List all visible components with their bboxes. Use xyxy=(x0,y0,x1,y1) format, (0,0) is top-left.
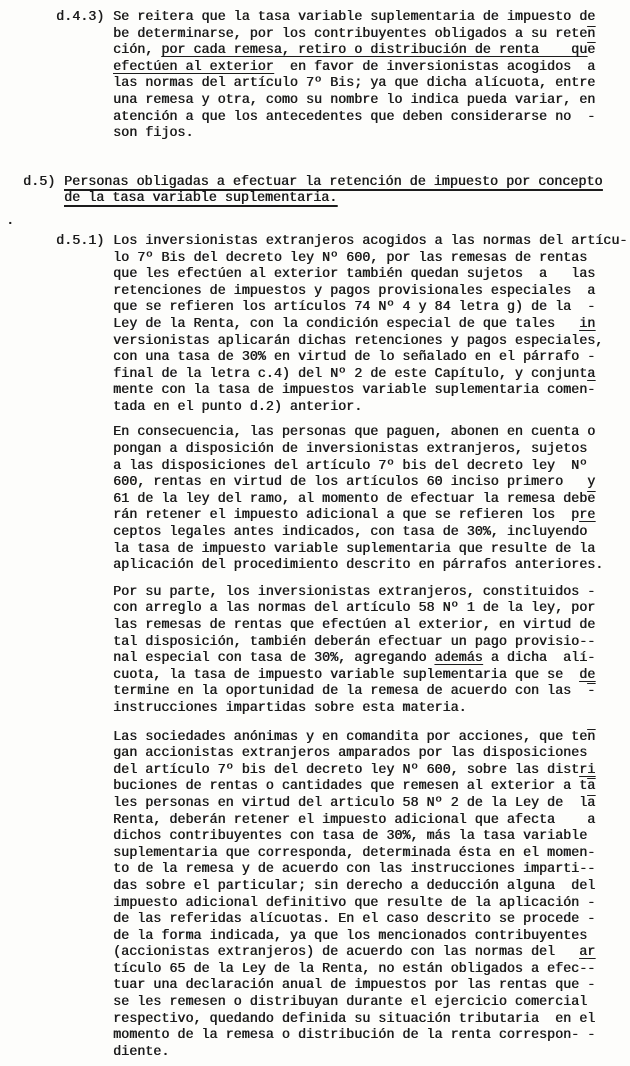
text-line: se les remesen o distribuyan durante el ejercicio comercial xyxy=(113,995,588,1011)
text-line: Se reitera que la tasa variable suplementaria de impuesto de xyxy=(113,10,596,25)
text-line: lo 7º Bis del decreto ley Nº 600, por las remesas de rentas xyxy=(113,250,588,266)
text-line: con arreglo a las normas del artículo 58 Nº 1 de la ley, por xyxy=(113,601,596,617)
text-line: cuota, la tasa de impuesto variable suplementaria que se de xyxy=(113,667,596,683)
section-d51-para1-text xyxy=(113,234,630,417)
text-line: 61 de la ley del ramo, al momento de efectuar la remesa $deb\overline{e}$ xyxy=(113,491,596,507)
text-line: con una tasa de 30% en virtud de lo señalado en el párrafo - xyxy=(113,350,596,366)
section-d51-para2-text xyxy=(113,425,630,574)
text-line: final de la letra c.4) del Nº 2 de este Capítulo, y conjunta xyxy=(113,366,596,382)
text-line: termine en la oportunidad de la remesa de acuerdo con las - xyxy=(113,684,596,700)
text-line: tuar una declaración anual de impuestos por las rentas que - xyxy=(113,978,596,994)
text-line: Personas obligadas a efectuar la retención de impuesto por concepto xyxy=(64,174,603,190)
text-line: de la tasa variable suplementaria. xyxy=(64,191,338,207)
text-line: les personas en virtud del articulo 58 Nº 2 de la Ley de $l\overline{a}$ xyxy=(113,795,596,811)
text-line: tículo 65 de la Ley de la Renta, no están obligados a efec-- xyxy=(113,961,596,977)
text-line: En consecuencia, las personas que paguen, abonen en cuenta o xyxy=(113,425,596,441)
text-line: to de la remesa y de acuerdo con las instrucciones imparti-- xyxy=(113,862,596,878)
text-line: 600, rentas en virtud de los artículos 60 inciso primero y xyxy=(113,475,596,491)
text-line: retenciones de impuestos y pagos provisionales especiales a xyxy=(113,283,596,299)
section-d51-para1-label: d.5.1) xyxy=(56,233,113,249)
text-line: dichos contribuyentes con tasa de 30%, más la tasa variable xyxy=(113,829,588,845)
document-content xyxy=(0,10,630,1061)
text-line: Por su parte, los inversionistas extranjeros, constituidos - xyxy=(113,584,596,600)
text-line: das sobre el particular; sin derecho a deducción alguna del xyxy=(113,878,596,894)
section-d43-text xyxy=(113,10,630,143)
text-line: ceptos legales antes indicados, con tasa de 30%, incluyendo xyxy=(113,525,588,541)
text-line: ción, por cada remesa, retiro o distribución de renta $qu\overline{e}$ xyxy=(113,43,596,59)
text-line: (accionistas extranjeros) de acuerdo con las normas del ar xyxy=(113,945,596,961)
section-d51-para4-text xyxy=(113,730,630,1062)
text-line: que se refieren los artículos 74 Nº 4 y 84 letra g) de la - xyxy=(113,300,596,316)
text-line: Las sociedades anónimas y en comandita por acciones, que $te\overline{n}$ xyxy=(113,729,596,745)
text-line: a las disposiciones del artículo 7º bis del decreto ley Nº xyxy=(113,458,588,474)
text-line: pongan a disposición de inversionistas extranjeros, sujetos xyxy=(113,442,588,458)
text-line: Ley de la Renta, con la condición especial de que tales in xyxy=(113,316,596,332)
text-line: instrucciones impartidas sobre esta materia. xyxy=(113,700,467,716)
text-line: gan accionistas extranjeros amparados por las disposiciones xyxy=(113,746,588,762)
text-line: mente con la tasa de impuestos variable suplementaria comen- xyxy=(113,383,596,399)
text-line: be determinarse, por los contribuyentes obligados a su $rete\overline{n}$ xyxy=(113,26,596,42)
text-line: que les efectúen al exterior también quedan sujetos a las xyxy=(113,267,596,283)
text-line: de las referidas alícuotas. En el caso descrito se procede - xyxy=(113,912,596,928)
text-line: tada en el punto d.2) anterior. xyxy=(113,399,363,415)
text-line: respectivo, quedando definida su situación tributaria en el xyxy=(113,1011,596,1027)
text-line: una remesa y otra, como su nombre lo indica pueda variar, en xyxy=(113,92,596,108)
section-d43 xyxy=(56,10,630,143)
section-d51-para3-text xyxy=(113,585,630,718)
text-line: momento de la remesa o distribución de la renta correspon- - xyxy=(113,1028,596,1044)
text-line: nal especial con tasa de 30%, agregando además a dicha alí- xyxy=(113,651,596,667)
text-line: la tasa de impuesto variable suplementaria que resulte de la xyxy=(113,541,596,557)
section-d51-para4 xyxy=(113,730,630,1062)
section-d51-para3 xyxy=(113,585,630,718)
text-line: de la forma indicada, ya que los mencionados contribuyentes xyxy=(113,928,588,944)
text-line: versionistas aplicarán dichas retenciones y pagos especiales, xyxy=(113,333,604,349)
text-line: Renta, deberán retener el impuesto adicional que afecta a xyxy=(113,812,596,828)
section-d43-label: d.4.3) xyxy=(56,10,113,25)
text-line: diente. xyxy=(113,1044,170,1060)
text-line: aplicación del procedimiento descrito en párrafos anteriores. xyxy=(113,558,604,574)
text-line: suplementaria que corresponda, determinada ésta en el momen- xyxy=(113,845,596,861)
text-line: rán retener el impuesto adicional a que se refieren los pre xyxy=(113,508,596,524)
text-line: las remesas de rentas que efectúen al exterior, en virtud de xyxy=(113,618,596,633)
text-line: las normas del artículo 7º Bis; ya que dicha alícuota, entre xyxy=(113,76,596,92)
section-d51-para2 xyxy=(113,425,630,574)
text-line: del artículo 7º bis del decreto ley Nº 600, sobre las distri xyxy=(113,762,596,778)
scan-artifact-dot: . xyxy=(6,214,15,229)
text-line: son fijos. xyxy=(113,126,194,142)
section-d5-heading-label: d.5) xyxy=(23,174,64,190)
text-line: Los inversionistas extranjeros acogidos a las normas del artícu- xyxy=(113,233,628,249)
text-line: atención a que los antecedentes que deben considerarse no - xyxy=(113,109,596,125)
text-line: buciones de rentas o cantidades que remesen al exterior a $t\overline{a}$ xyxy=(113,779,596,795)
section-d5-heading-text xyxy=(64,175,630,208)
text-line: efectúen al exterior en favor de inversionistas acogidos a xyxy=(113,59,596,75)
text-line: tal disposición, también deberán efectuar un pago provisio-- xyxy=(113,634,596,650)
text-line: impuesto adicional definitivo que resulte de la aplicación - xyxy=(113,895,596,911)
section-d5-heading xyxy=(23,175,630,208)
section-d51-para1 xyxy=(56,234,630,417)
